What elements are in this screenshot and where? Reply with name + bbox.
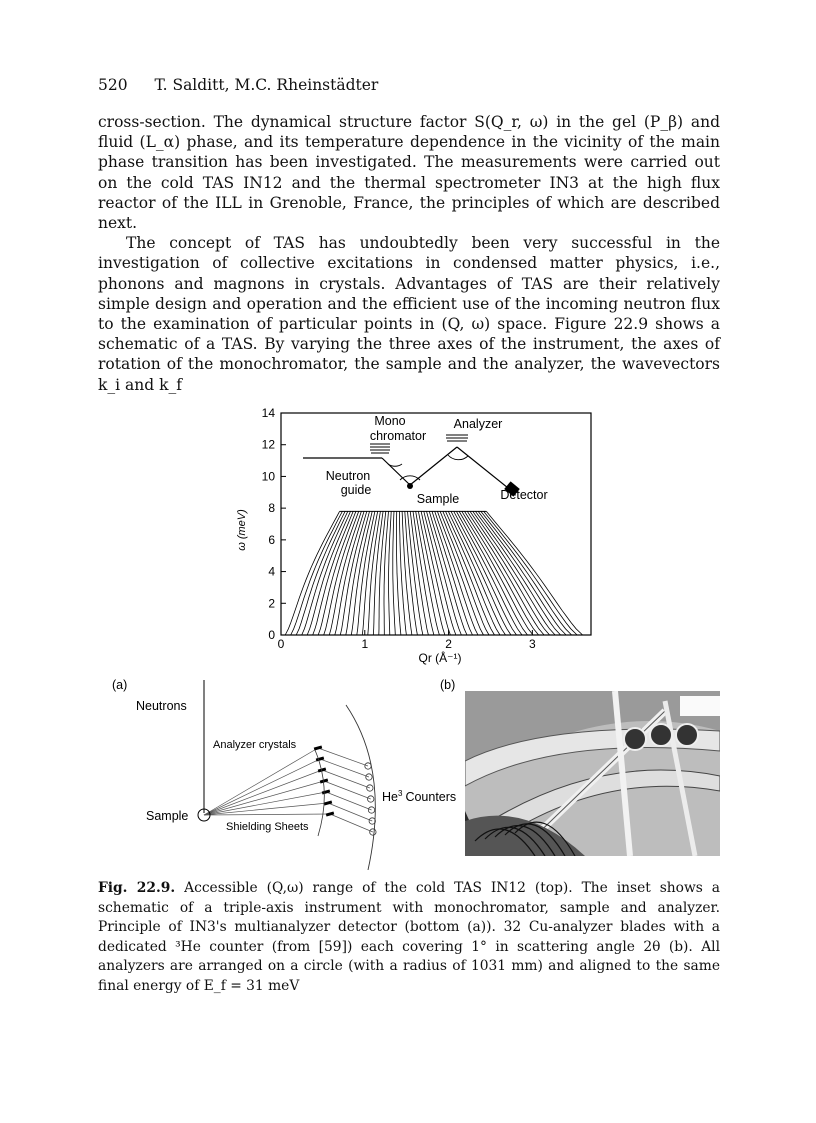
ray-to-counter: [330, 814, 373, 832]
ray-to-counter: [318, 748, 368, 766]
scan-curves: [285, 511, 582, 635]
scan-curve: [435, 511, 478, 635]
y-tick-label: 14: [261, 406, 275, 420]
y-tick-label: 12: [261, 437, 275, 452]
label-shielding-sheets: Shielding Sheets: [226, 821, 309, 833]
y-ticks: [262, 406, 286, 642]
caption-label: Fig. 22.9.: [98, 880, 176, 896]
scan-curve: [421, 511, 450, 635]
scan-curve: [346, 511, 370, 635]
label-neutron: Neutron: [325, 469, 371, 483]
y-tick-label: 2: [268, 596, 275, 611]
scan-curve: [373, 511, 383, 635]
y-tick-label: 0: [268, 628, 275, 642]
ray-to-counter: [322, 770, 370, 788]
author-line: T. Salditt, M.C. Rheinstädter: [154, 76, 379, 94]
analyzer-crystal: [446, 435, 468, 441]
ray-to-blade: [204, 770, 322, 815]
beam-to-sample: [382, 458, 410, 485]
page-number: 520: [98, 76, 128, 94]
analyzer-blade: [322, 790, 331, 795]
y-tick-label: 6: [268, 532, 275, 547]
label-sample: Sample: [416, 492, 460, 506]
analyzer-blade: [314, 746, 323, 751]
ray-to-blade: [204, 803, 328, 815]
tas-inset-schematic: [303, 414, 548, 506]
label-analyzer-crystals: Analyzer crystals: [213, 739, 297, 751]
scan-curve: [448, 511, 505, 635]
running-header: [98, 76, 378, 94]
figure-caption: [98, 879, 720, 996]
y-axis-label: ω (meV): [236, 509, 248, 551]
y-tick-label: 10: [261, 469, 275, 484]
photo-drawing: [465, 691, 720, 856]
analyzer-angle-arc: [448, 455, 468, 460]
y-tick-label: 4: [268, 564, 275, 579]
scan-curve: [478, 511, 566, 635]
analyzer-blade: [326, 812, 335, 817]
x-axis-label: Qr (Å⁻¹): [418, 651, 462, 665]
scan-curve: [389, 511, 392, 635]
beam-to-detector: [457, 447, 513, 492]
ray-to-blade: [204, 814, 330, 815]
scan-curve: [318, 511, 356, 635]
scan-curve: [291, 511, 343, 635]
label-mono: Mono: [374, 414, 406, 428]
analyzer-blade: [324, 801, 333, 806]
scan-curve: [443, 511, 495, 635]
scan-curve: [402, 511, 412, 635]
scattered-rays: [204, 748, 373, 832]
label-he3-counters: He$^3$ Counters: [382, 789, 457, 804]
x-tick-label: 3: [529, 637, 536, 651]
ray-to-blade: [204, 748, 318, 815]
scan-curve: [285, 511, 339, 635]
panel-a-multianalyzer: [112, 678, 456, 870]
qw-range-plot: [236, 406, 591, 665]
panel-b-label: (b): [440, 678, 456, 692]
counter-arc: [346, 705, 375, 870]
label-guide: guide: [340, 483, 372, 497]
label-detector: Detector: [500, 488, 548, 502]
label-chromator: chromator: [369, 429, 427, 443]
scan-curve: [475, 511, 560, 635]
label-sample-a: Sample: [146, 809, 189, 823]
body-text: [98, 112, 720, 395]
paragraph-1: cross-section. The dynamical structure factor S(Q_r, ω) in the gel (P_β) and fluid (L_α) phase, and its temperature dependence in the vicinity of the main phase transition has been investigated. The measurements were carried out on the cold TAS IN12 and the thermal spectrometer IN3 at the high flux reactor of the ILL in Grenoble, France, the principles of which are described next.: [98, 113, 720, 233]
scan-curve: [384, 511, 389, 635]
beam-to-analyzer: [410, 447, 457, 485]
panel-a-label: (a): [112, 678, 128, 692]
scan-curve: [470, 511, 550, 635]
sample-dot: [407, 483, 413, 489]
x-tick-label: 1: [361, 637, 369, 651]
x-tick-label: 2: [445, 637, 452, 651]
y-tick-label: 8: [268, 501, 275, 516]
figure-22-9: [100, 400, 720, 870]
x-ticks: [278, 630, 536, 651]
scan-curve: [393, 511, 396, 635]
ray-to-counter: [326, 792, 372, 810]
in3-detector-photo: [465, 691, 720, 856]
label-analyzer: Analyzer: [453, 417, 503, 431]
ray-to-counter: [324, 781, 371, 799]
ray-to-counter: [320, 759, 369, 777]
caption-text: Accessible (Q,ω) range of the cold TAS IN12 (top). The inset shows a schematic of a triple-axis instrument with monochromator, sample and analyzer. Principle of IN3's multianalyzer detector (bottom (a)). 32 Cu-analyzer blades with a dedicated ³He counter (from [59]) each covering 1° in scattering angle 2θ (b). All analyzers are arranged on a circle (with a radius of 1031 mm) and aligned to the same final energy of E_f = 31 meV: [98, 880, 720, 994]
ray-to-counter: [328, 803, 372, 821]
scan-curve: [459, 511, 527, 635]
paragraph-2: The concept of TAS has undoubtedly been very successful in the investigation of collective excitations in condensed matter physics, i.e., phonons and magnons in crystals. Advantages of TAS are their relatively simple design and operation and the efficient use of the incoming neutron flux to the examination of particular points in (Q, ω) space. Figure 22.9 shows a schematic of a TAS. By varying the three axes of the instrument, the axes of rotation of the monochromator, the sample and the analyzer, the wavevectors k_i and k_f: [98, 234, 720, 394]
scan-curve: [397, 511, 401, 635]
x-tick-label: 0: [277, 637, 285, 651]
analyzer-blade: [316, 757, 325, 762]
label-neutrons: Neutrons: [136, 699, 187, 713]
ray-to-blade: [204, 792, 326, 815]
monochromator-crystal: [370, 444, 390, 453]
